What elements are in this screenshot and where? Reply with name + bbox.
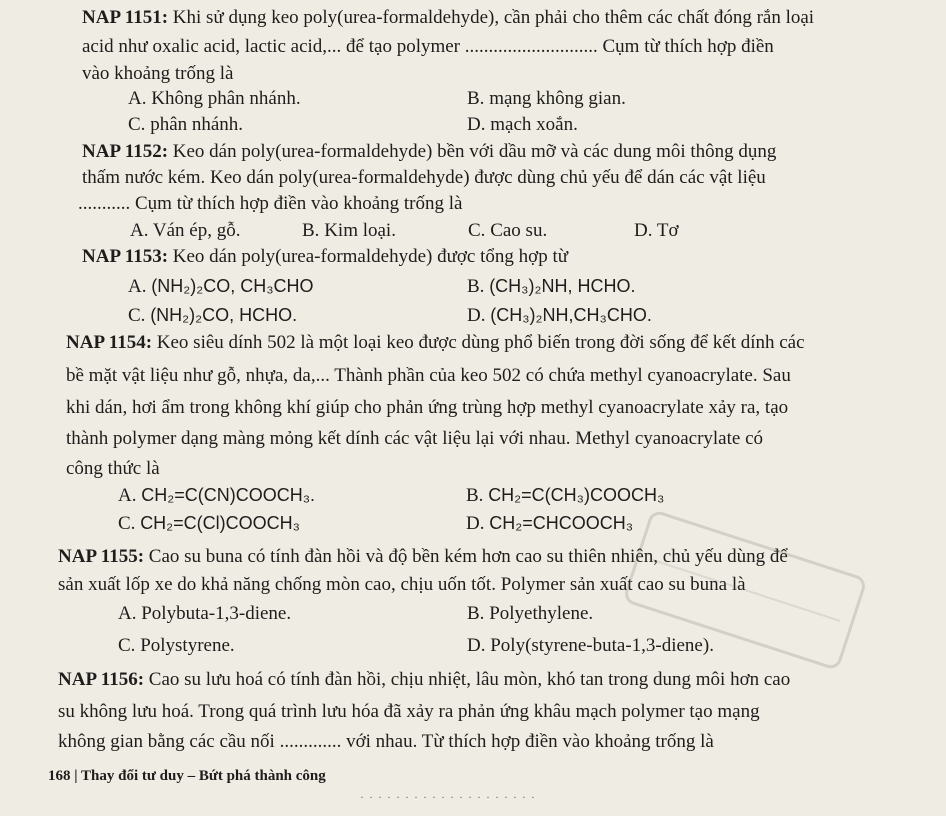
option-1152-b: B. Kim loại. [302,220,396,241]
question-1151-line-3: vào khoảng trống là [82,63,234,84]
option-1155-c: C. Polystyrene. [118,635,235,656]
question-1152-line-2: thấm nước kém. Keo dán poly(urea-formaldehyde) được dùng chủ yếu để dán các vật liệu [82,167,766,188]
page-footer: 168 | Thay đổi tư duy – Bứt phá thành công [48,768,326,784]
option-1153-c: C. (NH₂)₂CO, HCHO. [128,305,298,326]
option-1155-a: A. Polybuta-1,3-diene. [118,603,292,624]
option-1151-c: C. phân nhánh. [128,114,244,135]
option-1154-c: C. CH₂=C(Cl)COOCH₃ [118,513,300,534]
option-1155-d: D. Poly(styrene-buta-1,3-diene). [467,635,714,656]
question-1154-line-4: thành polymer dạng màng mỏng kết dính các vật liệu lại với nhau. Methyl cyanoacrylate có [66,428,763,449]
option-1152-d: D. Tơ [634,220,679,241]
question-1156-line-2: su không lưu hoá. Trong quá trình lưu hóa đã xảy ra phản ứng khâu mạch polymer tạo mạng [58,701,760,722]
option-1153-d: D. (CH₃)₂NH,CH₃CHO. [467,305,652,326]
option-1152-a: A. Ván ép, gỗ. [130,220,241,241]
cut-off-text-fragment: · · · · · · · · · · · · · · · · · · · · [360,790,536,804]
question-1155-line-1: NAP 1155: Cao su buna có tính đàn hồi và độ bền kém hơn cao su thiên nhiên, chủ yếu dùng để [58,546,788,567]
question-1156-line-3: không gian bằng các cầu nối ............. với nhau. Từ thích hợp điền vào khoảng trống là [58,731,714,752]
question-1151-line-2: acid như oxalic acid, lactic acid,... để tạo polymer ............................ Cụm từ thích hợp điền [82,36,774,57]
option-1153-b: B. (CH₃)₂NH, HCHO. [467,276,636,297]
option-1154-d: D. CH₂=CHCOOCH₃ [466,513,634,534]
question-1154-line-3: khi dán, hơi ẩm trong không khí giúp cho phản ứng trùng hợp methyl cyanoacrylate xảy ra, tạo [66,397,789,418]
option-1152-c: C. Cao su. [468,220,548,241]
question-1154-line-5: công thức là [66,458,160,479]
option-1151-d: D. mạch xoắn. [467,114,578,135]
question-1154-line-1: NAP 1154: Keo siêu dính 502 là một loại keo được dùng phổ biến trong đời sống để kết dính các [66,332,805,353]
option-1154-b: B. CH₂=C(CH₃)COOCH₃ [466,485,665,506]
question-1151-line-1: NAP 1151: Khi sử dụng keo poly(urea-formaldehyde), cần phải cho thêm các chất đóng rắn loại [82,7,815,28]
option-1151-a: A. Không phân nhánh. [128,88,301,109]
option-1153-a: A. (NH₂)₂CO, CH₃CHO [128,276,314,297]
question-1156-line-1: NAP 1156: Cao su lưu hoá có tính đàn hồi, chịu nhiệt, lâu mòn, khó tan trong dung môi hơn cao [58,669,791,690]
question-1154-line-2: bề mặt vật liệu như gỗ, nhựa, da,... Thành phần của keo 502 có chứa methyl cyanoacrylate. Sau [66,365,791,386]
question-1152-line-1: NAP 1152: Keo dán poly(urea-formaldehyde) bền với dầu mỡ và các dung môi thông dụng [82,141,777,162]
option-1155-b: B. Polyethylene. [467,603,594,624]
option-1151-b: B. mạng không gian. [467,88,626,109]
question-1153-line-1: NAP 1153: Keo dán poly(urea-formaldehyde) được tổng hợp từ [82,246,569,267]
option-1154-a: A. CH₂=C(CN)COOCH₃. [118,485,316,506]
question-1152-line-3: ........... Cụm từ thích hợp điền vào khoảng trống là [78,193,463,214]
question-1155-line-2: sản xuất lốp xe do khả năng chống mòn cao, chịu uốn tốt. Polymer sản xuất cao su buna là [58,574,746,595]
